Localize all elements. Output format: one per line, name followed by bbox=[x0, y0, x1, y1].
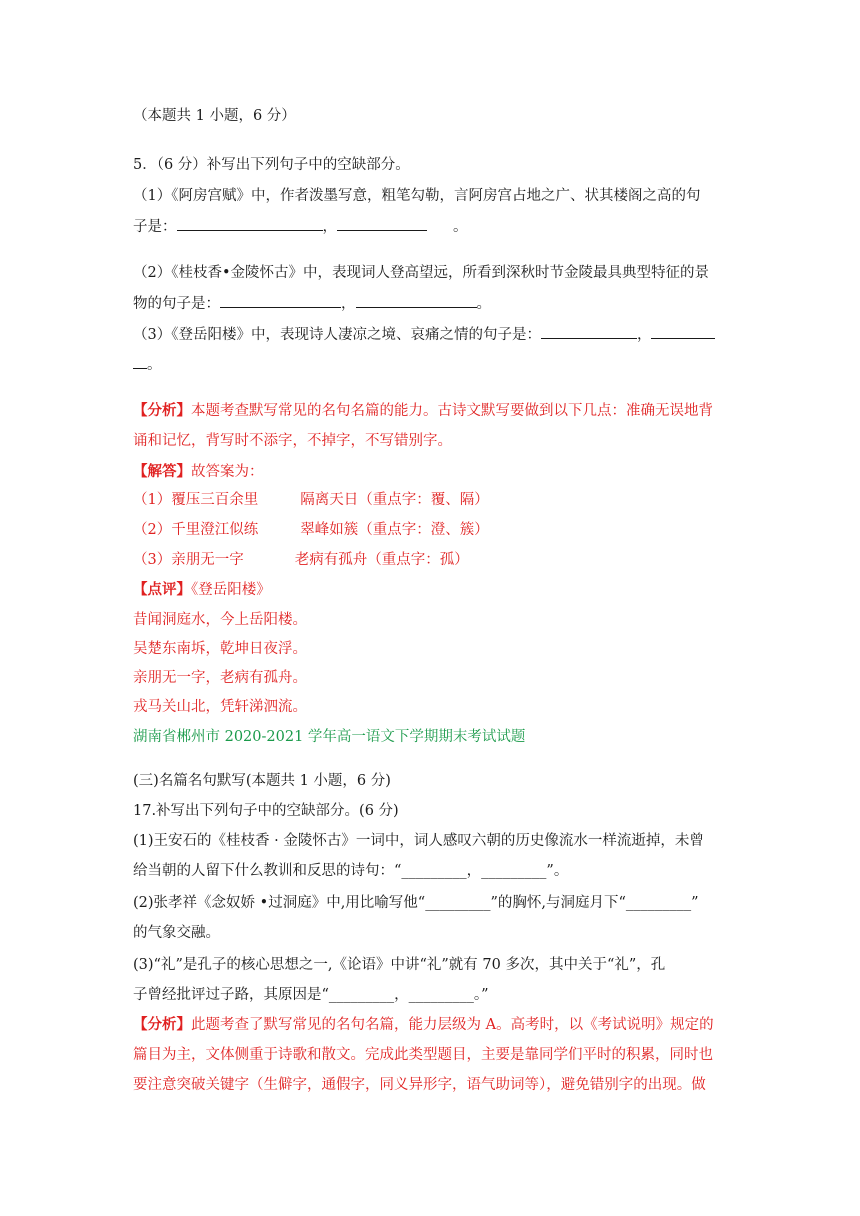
text: （1）覆压三百余里 bbox=[133, 492, 259, 508]
poem-line: 亲朋无一字，老病有孤舟。 bbox=[133, 670, 307, 686]
analysis-label: 【分析】 bbox=[133, 402, 191, 419]
poem-line: 戎马关山北，凭轩涕泗流。 bbox=[133, 699, 307, 715]
text: 子是： bbox=[133, 219, 177, 235]
text: （2）千里澄江似练 bbox=[133, 522, 259, 538]
text: 。 bbox=[147, 357, 162, 373]
question-5-1-line1: （1）《阿房宫赋》中，作者泼墨写意，粗笔勾勒，言阿房宫占地之广、状其楼阁之高的句 bbox=[133, 188, 701, 204]
blank-line bbox=[651, 324, 715, 339]
question-5-stem: 5．（6 分）补写出下列句子中的空缺部分。 bbox=[133, 157, 410, 173]
text: 。 bbox=[476, 296, 491, 312]
analysis2-text: 此题考查了默写常见的名句名篇，能力层级为 A。高考时，以《考试说明》规定的 bbox=[191, 1017, 714, 1033]
analysis2-line1 bbox=[133, 1015, 714, 1035]
text: 老病有孤舟（重点字：孤） bbox=[294, 552, 469, 568]
blank-line bbox=[133, 354, 147, 369]
blank-line bbox=[220, 293, 341, 308]
poem-line: 吴楚东南坼，乾坤日夜浮。 bbox=[133, 641, 307, 657]
comment-text: 《登岳阳楼》 bbox=[191, 582, 271, 598]
question-5-2-line2 bbox=[133, 293, 491, 314]
question-5-3-line1 bbox=[133, 324, 715, 345]
text: ， bbox=[322, 219, 337, 235]
answer-3 bbox=[133, 550, 469, 570]
text: 物的句子是： bbox=[133, 296, 220, 312]
comment-line bbox=[133, 580, 271, 600]
analysis2-line3: 要注意突破关键字（生僻字，通假字，同义异形字，语气助词等），避免错别字的出现。做 bbox=[133, 1077, 706, 1093]
section-header: (三)名篇名句默写(本题共 1 小题，6 分) bbox=[133, 773, 391, 789]
question-5-1-line2 bbox=[133, 216, 468, 237]
answer-label: 【解答】 bbox=[133, 463, 191, 480]
question-17-1-line2: 给当朝的人留下什么教训和反思的诗句：“_________，_________”。 bbox=[133, 863, 569, 879]
answer-1 bbox=[133, 490, 489, 510]
question-17-1-line1: (1)王安石的《桂枝香 · 金陵怀古》一词中，词人感叹六朝的历史像流水一样流逝掉，未曾 bbox=[133, 833, 704, 849]
text: 。 bbox=[453, 219, 468, 235]
analysis-line2: 诵和记忆，背写时不添字，不掉字，不写错别字。 bbox=[133, 433, 452, 449]
question-17-2-line2: 的气象交融。 bbox=[133, 925, 220, 941]
answer-line bbox=[133, 462, 264, 482]
text: ， bbox=[636, 327, 652, 343]
text: （3）《登岳阳楼》中，表现诗人凄凉之境、哀痛之情的句子是： bbox=[133, 327, 541, 343]
question-17-stem: 17.补写出下列句子中的空缺部分。(6 分) bbox=[133, 803, 399, 819]
question-17-3-line2: 子曾经批评过子路，其原因是“_________，_________。” bbox=[133, 987, 489, 1003]
question-5-3-line2 bbox=[133, 354, 162, 375]
blank-line bbox=[356, 293, 477, 308]
blank-line bbox=[541, 324, 637, 339]
blank-line bbox=[177, 216, 323, 231]
text: 隔离天日（重点字：覆、隔） bbox=[300, 492, 489, 508]
answer-2 bbox=[133, 520, 489, 540]
source-title: 湖南省郴州市 2020-2021 学年高一语文下学期期末考试试题 bbox=[133, 729, 526, 745]
text: （3）亲朋无一字 bbox=[133, 552, 244, 568]
blank-line bbox=[337, 216, 427, 231]
answer-text: 故答案为： bbox=[191, 464, 264, 480]
comment-label: 【点评】 bbox=[133, 581, 191, 598]
analysis-text: 本题考查默写常见的名句名篇的能力。古诗文默写要做到以下几点：准确无误地背 bbox=[191, 403, 713, 419]
text: 翠峰如簇（重点字：澄、簇） bbox=[300, 522, 489, 538]
analysis2-line2: 篇目为主，文体侧重于诗歌和散文。完成此类型题目，主要是靠同学们平时的积累，同时也 bbox=[133, 1047, 713, 1063]
question-17-3-line1: (3)“礼”是孔子的核心思想之一,《论语》中讲“礼”就有 70 多次，其中关于“礼”，孔 bbox=[133, 957, 666, 973]
text: ， bbox=[341, 296, 356, 312]
analysis-line1 bbox=[133, 401, 713, 421]
poem-line: 昔闻洞庭水，今上岳阳楼。 bbox=[133, 612, 307, 628]
section-header: （本题共 1 小题，6 分） bbox=[133, 108, 296, 124]
analysis2-label: 【分析】 bbox=[133, 1016, 191, 1033]
question-17-2-line1: (2)张孝祥《念奴娇 •过洞庭》中,用比喻写他“_________”的胸怀,与洞庭月下“_________” bbox=[133, 895, 699, 911]
question-5-2-line1: （2）《桂枝香•金陵怀古》中，表现词人登高望远，所看到深秋时节金陵最具典型特征的景 bbox=[133, 265, 710, 281]
